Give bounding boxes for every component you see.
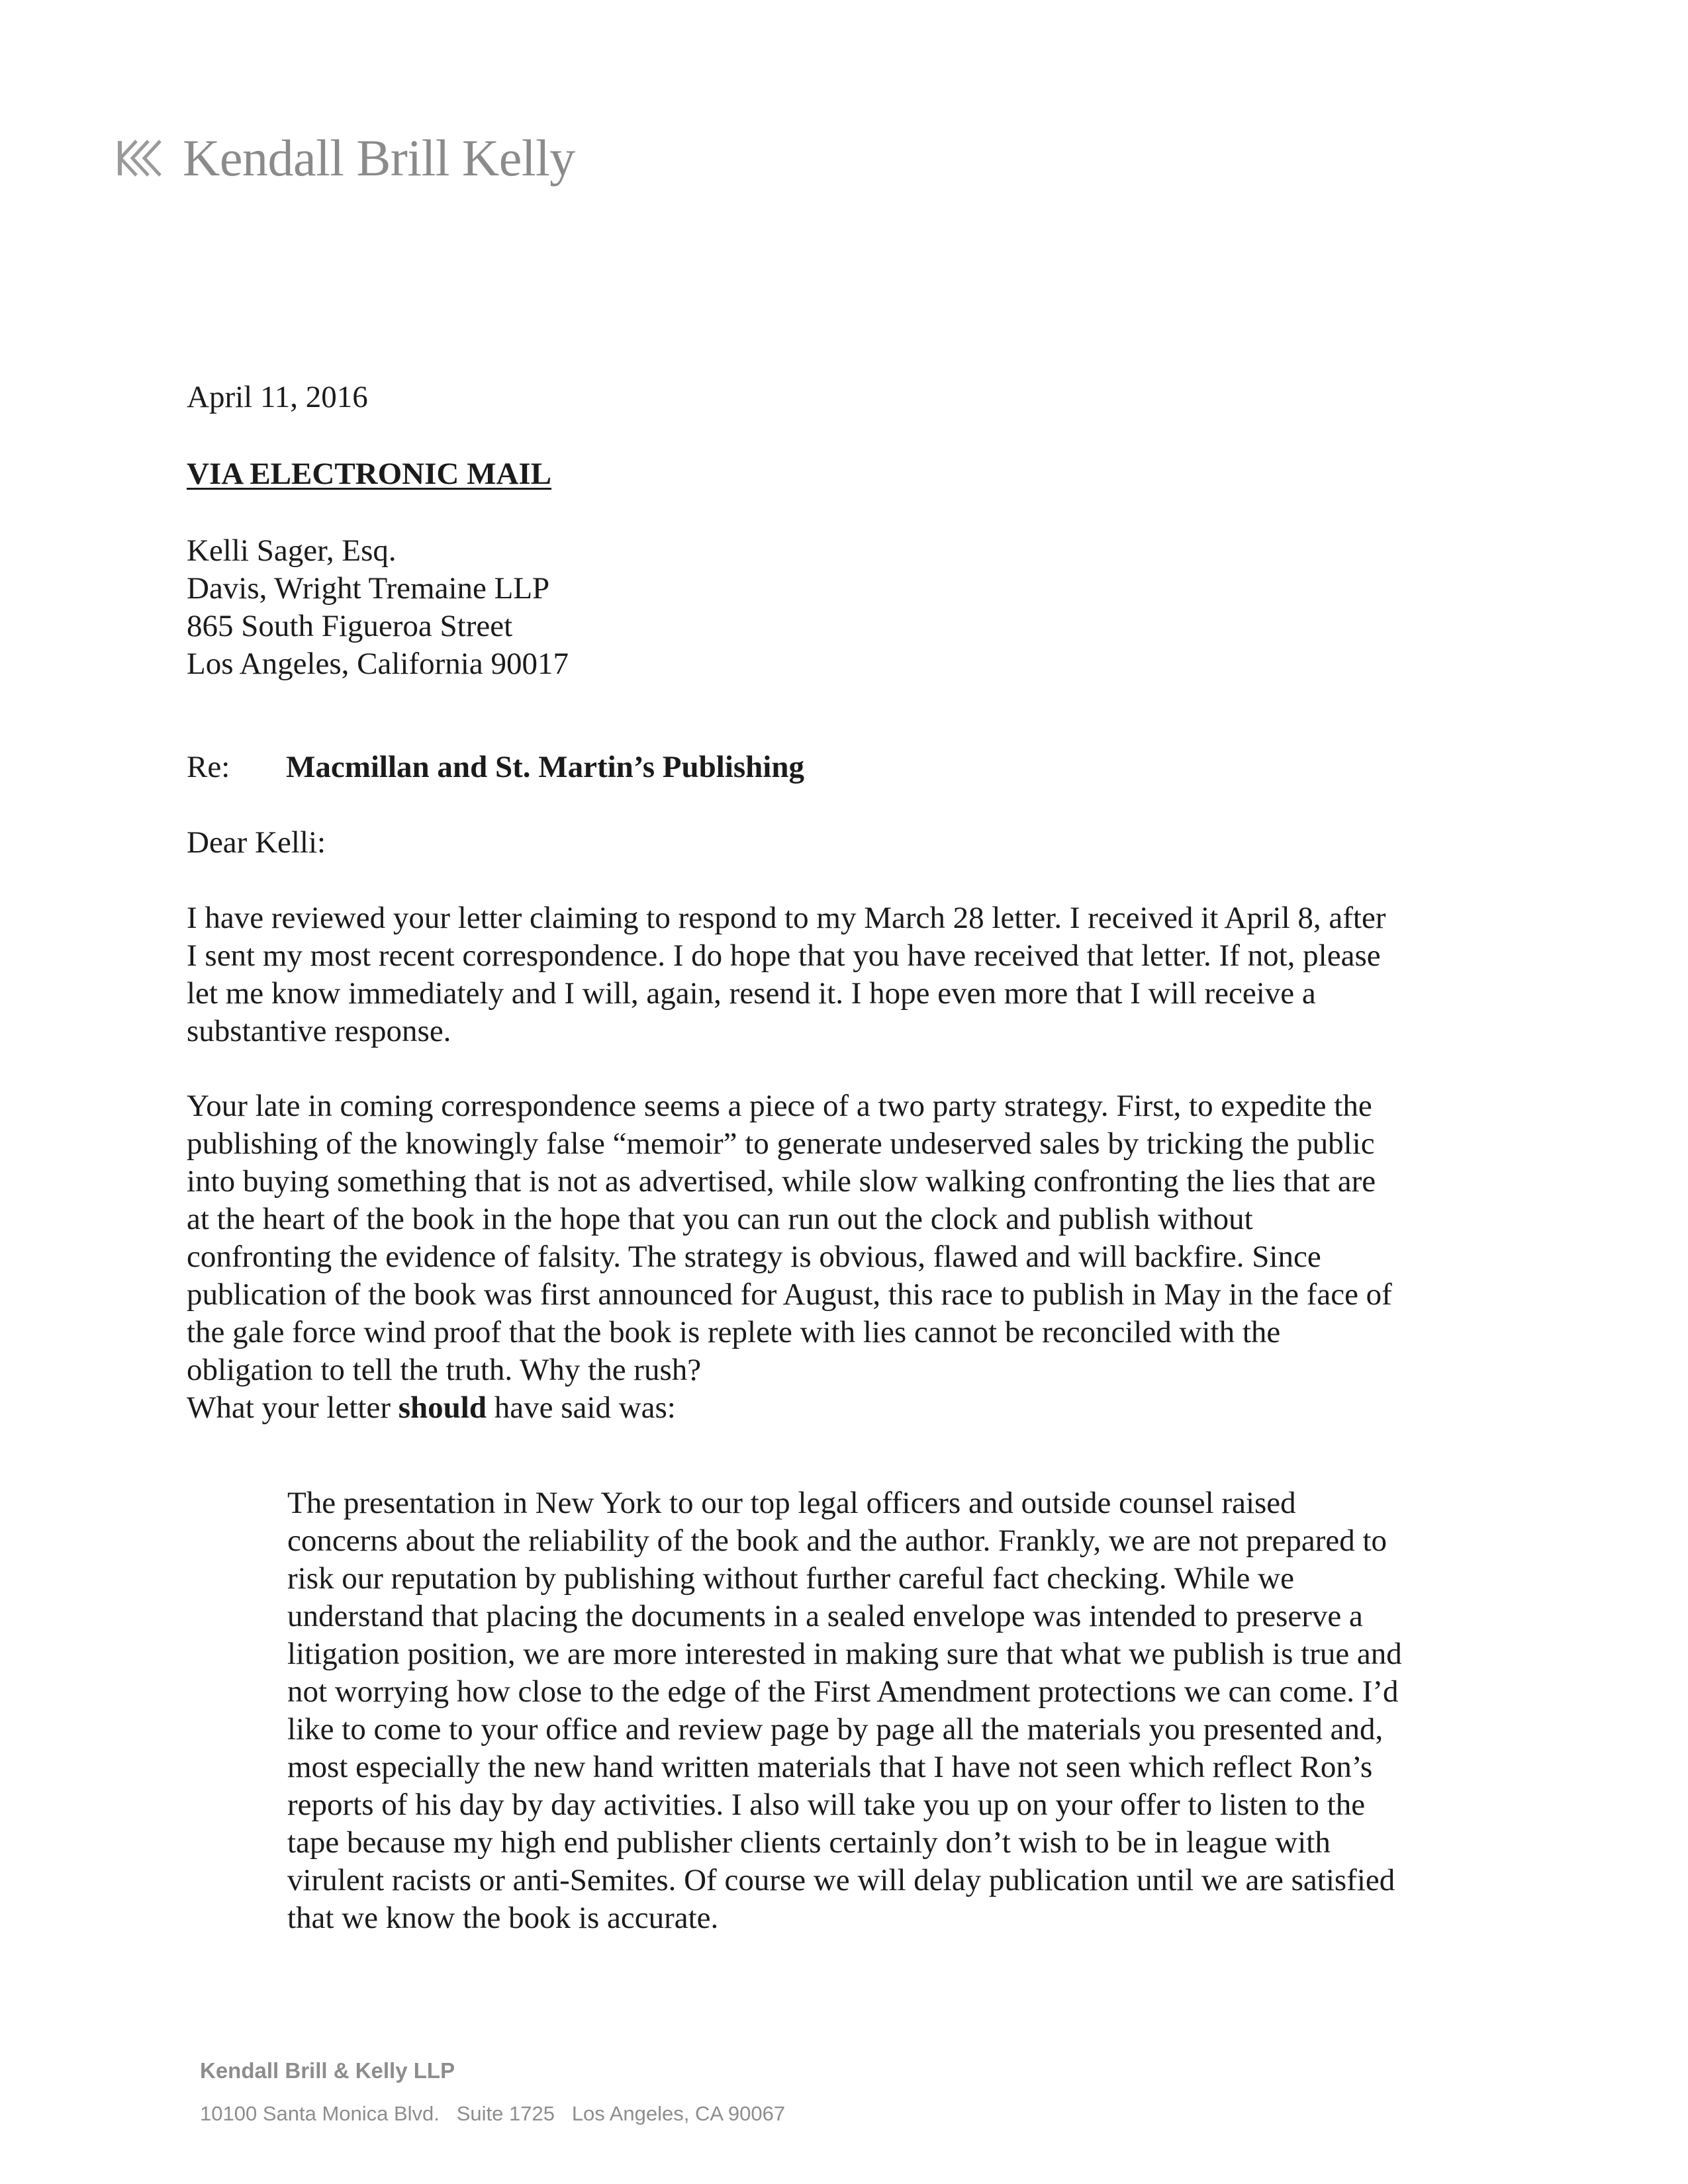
letterhead-firm-name: Kendall Brill Kelly [183,129,575,187]
delivery-method: VIA ELECTRONIC MAIL [187,457,552,491]
paragraph-line: the gale force wind proof that the book is replete with lies cannot be reconciled with the [187,1315,1281,1349]
paragraph-line: into buying something that is not as advertised, while slow walking confronting the lies that are [187,1164,1376,1199]
block-quote [287,1484,1479,1937]
paragraph-line: confronting the evidence of falsity. The strategy is obvious, flawed and will backfire. Since [187,1240,1321,1274]
footer-address: 10100 Santa Monica Blvd. Suite 1725 Los Angeles, CA 90067 [200,2102,786,2125]
letter-date: April 11, 2016 [187,380,368,414]
letterhead [117,129,575,187]
quote-line: understand that placing the documents in a sealed envelope was intended to preserve a [287,1599,1363,1633]
quote-line: virulent racists or anti-Semites. Of course we will delay publication until we are satisfied [287,1863,1395,1897]
quote-line: reports of his day by day activities. I also will take you up on your offer to listen to the [287,1788,1366,1822]
re-line [187,749,804,786]
salutation: Dear Kelli: [187,825,326,860]
paragraph-2 [187,1087,1484,1389]
paragraph-line: substantive response. [187,1014,451,1048]
quote-line: risk our reputation by publishing without further careful fact checking. While we [287,1561,1294,1596]
quote-line: that we know the book is accurate. [287,1901,719,1935]
re-subject: Macmillan and St. Martin’s Publishing [286,750,805,784]
recipient-street: 865 South Figueroa Street [187,609,513,643]
recipient-name: Kelli Sager, Esq. [187,533,397,568]
quote-line: most especially the new hand written materials that I have not seen which reflect Ron’s [287,1750,1373,1784]
quote-line: litigation position, we are more interested in making sure that what we publish is true and [287,1637,1402,1671]
paragraph-line: publishing of the knowingly false “memoir” to generate undeserved sales by tricking the public [187,1126,1375,1161]
paragraph-3-after: have said was: [487,1390,676,1425]
quote-line: concerns about the reliability of the book and the author. Frankly, we are not prepared to [287,1524,1387,1558]
quote-line: not worrying how close to the edge of the First Amendment protections we can come. I’d [287,1674,1399,1709]
paragraph-line: Your late in coming correspondence seems a piece of a two party strategy. First, to expedite the [187,1089,1372,1123]
quote-line: tape because my high end publisher clients certainly don’t wish to be in league with [287,1825,1331,1860]
kbk-chevron-logo-icon [117,138,165,178]
quote-line: The presentation in New York to our top legal officers and outside counsel raised [287,1486,1296,1520]
footer-firm-name: Kendall Brill & Kelly LLP [200,2058,455,2083]
paragraph-line: obligation to tell the truth. Why the rush? [187,1353,702,1387]
paragraph-line: let me know immediately and I will, again, resend it. I hope even more that I will receive a [187,976,1316,1011]
paragraph-3-emphasis: should [398,1390,487,1425]
recipient-city-state-zip: Los Angeles, California 90017 [187,647,569,681]
paragraph-1 [187,899,1484,1050]
paragraph-line: at the heart of the book in the hope that you can run out the clock and publish without [187,1202,1253,1236]
re-label: Re: [187,750,230,784]
recipient-address-block [187,532,569,683]
paragraph-3 [187,1389,1484,1427]
recipient-firm: Davis, Wright Tremaine LLP [187,571,550,606]
paragraph-line: I sent my most recent correspondence. I do hope that you have received that letter. If not, please [187,938,1381,973]
paragraph-3-before: What your letter [187,1390,399,1425]
paragraph-line: publication of the book was first announced for August, this race to publish in May in the face of [187,1277,1392,1312]
quote-line: like to come to your office and review page by page all the materials you presented and, [287,1712,1383,1747]
paragraph-line: I have reviewed your letter claiming to respond to my March 28 letter. I received it April 8, after [187,901,1386,935]
